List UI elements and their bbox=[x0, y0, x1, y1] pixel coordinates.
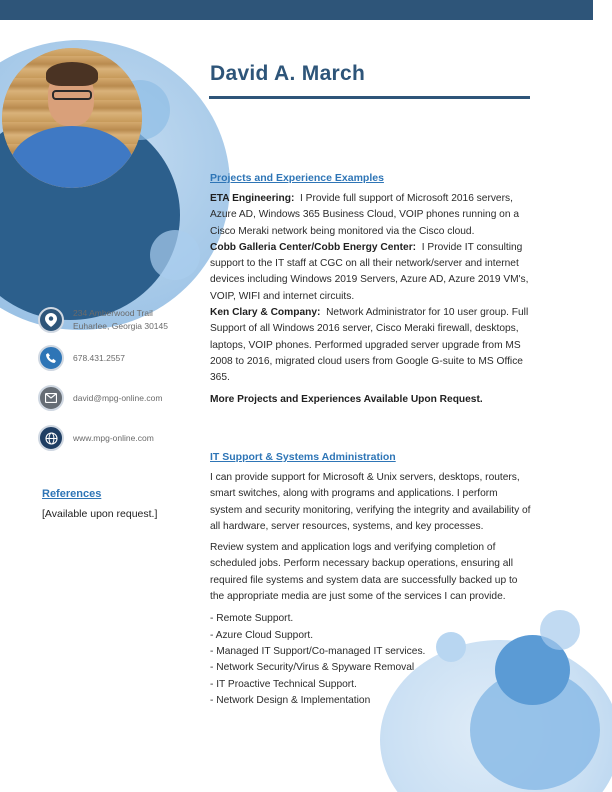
project-description: I Provide full support of Microsoft 2016 servers, Azure AD, Windows 365 Business Cloud, VOIP phones running on a Cisco Meraki network being monitored via the Cisco cloud. bbox=[210, 193, 520, 237]
references-heading: References bbox=[42, 488, 102, 500]
location-pin-icon bbox=[38, 307, 64, 333]
it-support-paragraph-1: I can provide support for Microsoft & Unix servers, desktops, routers, smart switches, along with programs and applications. I perform system and security monitoring, verifying the integrity and availability of all hardware, server resources, systems, and key processes. bbox=[210, 472, 531, 532]
list-item: - Azure Cloud Support. bbox=[210, 629, 314, 641]
it-support-heading: IT Support & Systems Administration bbox=[210, 451, 396, 463]
email-link[interactable]: david@mpg-online.com bbox=[73, 392, 163, 403]
contact-email bbox=[38, 385, 162, 411]
globe-icon bbox=[38, 425, 64, 451]
envelope-icon bbox=[38, 385, 64, 411]
references-text: [Available upon request.] bbox=[42, 508, 158, 520]
profile-photo bbox=[2, 48, 142, 188]
decorative-circle-bottom bbox=[540, 610, 580, 650]
project-item: Ken Clary & Company: Network Administrator for 10 user group. Full Support of all Windows 2016 server, Cisco Meraki firewall, desktops, laptops, VOIP phones. Performed upgraded server upgrade from MS 2008 to 2016, migrated cloud users from Google G-suite to MS Office 365. bbox=[210, 307, 529, 384]
address-line-1: 234 Amberwood Trail bbox=[73, 308, 153, 318]
project-company: ETA Engineering bbox=[210, 193, 291, 204]
list-item: - Remote Support. bbox=[210, 613, 294, 625]
phone-icon bbox=[38, 345, 64, 371]
project-item: Cobb Galleria Center/Cobb Energy Center: I Provide IT consulting support to the IT staff at CGC on all their network/server and internet devices including Windows 2019 Servers, Azure AD, Azure 2019 VM's, VOIP, WIFI and internet circuits. bbox=[210, 241, 529, 302]
decorative-circle-small bbox=[150, 230, 200, 280]
address-line-2: Euharlee, Georgia 30145 bbox=[73, 321, 168, 331]
project-description: I Provide IT consulting support to the IT staff at CGC on all their network/server and internet devices including Windows 2019 Servers, Azure AD, Azure 2019 VM's, VOIP, WIFI and internet circuits. bbox=[210, 241, 529, 302]
website-link[interactable]: www.mpg-online.com bbox=[73, 432, 154, 443]
project-description: Network Administrator for 10 user group. Full Support of all Windows 2016 server, Cisco Meraki firewall, desktops, laptops, VOIP phones. Performed upgraded server upgrade from MS 2008 to 2016, migrated cloud users from Google G-suite to MS Office 365. bbox=[210, 307, 529, 384]
it-support-body bbox=[210, 470, 532, 709]
projects-list bbox=[210, 191, 532, 408]
it-support-paragraph-2: Review system and application logs and verifying completion of scheduled jobs. Perform necessary backup operations, ensuring all required file systems and system data are successfully backed up to the appropriate media are just some of the services I can provide. bbox=[210, 542, 518, 603]
services-list bbox=[210, 611, 532, 709]
projects-heading: Projects and Experience Examples bbox=[210, 172, 384, 184]
name-divider bbox=[209, 96, 530, 99]
top-banner-bar bbox=[0, 0, 593, 20]
project-company: Ken Clary & Company bbox=[210, 307, 317, 319]
contact-address bbox=[38, 307, 168, 333]
contact-website bbox=[38, 425, 154, 451]
list-item: - Network Security/Virus & Spyware Removal bbox=[210, 662, 415, 674]
list-item: - Network Design & Implementation bbox=[210, 694, 371, 706]
more-projects-note: More Projects and Experiences Available Upon Request. bbox=[210, 393, 483, 405]
list-item: - Managed IT Support/Co-managed IT services. bbox=[210, 645, 426, 657]
contact-phone bbox=[38, 345, 125, 371]
project-item: ETA Engineering: I Provide full support of Microsoft 2016 servers, Azure AD, Windows 365 Business Cloud, VOIP phones running on a Cisco Meraki network being monitored via the Cisco cloud. bbox=[210, 193, 520, 237]
phone-number: 678.431.2557 bbox=[73, 352, 125, 363]
list-item: - IT Proactive Technical Support. bbox=[210, 678, 357, 690]
person-name: David A. March bbox=[210, 62, 366, 85]
project-company: Cobb Galleria Center/Cobb Energy Center bbox=[210, 241, 413, 253]
